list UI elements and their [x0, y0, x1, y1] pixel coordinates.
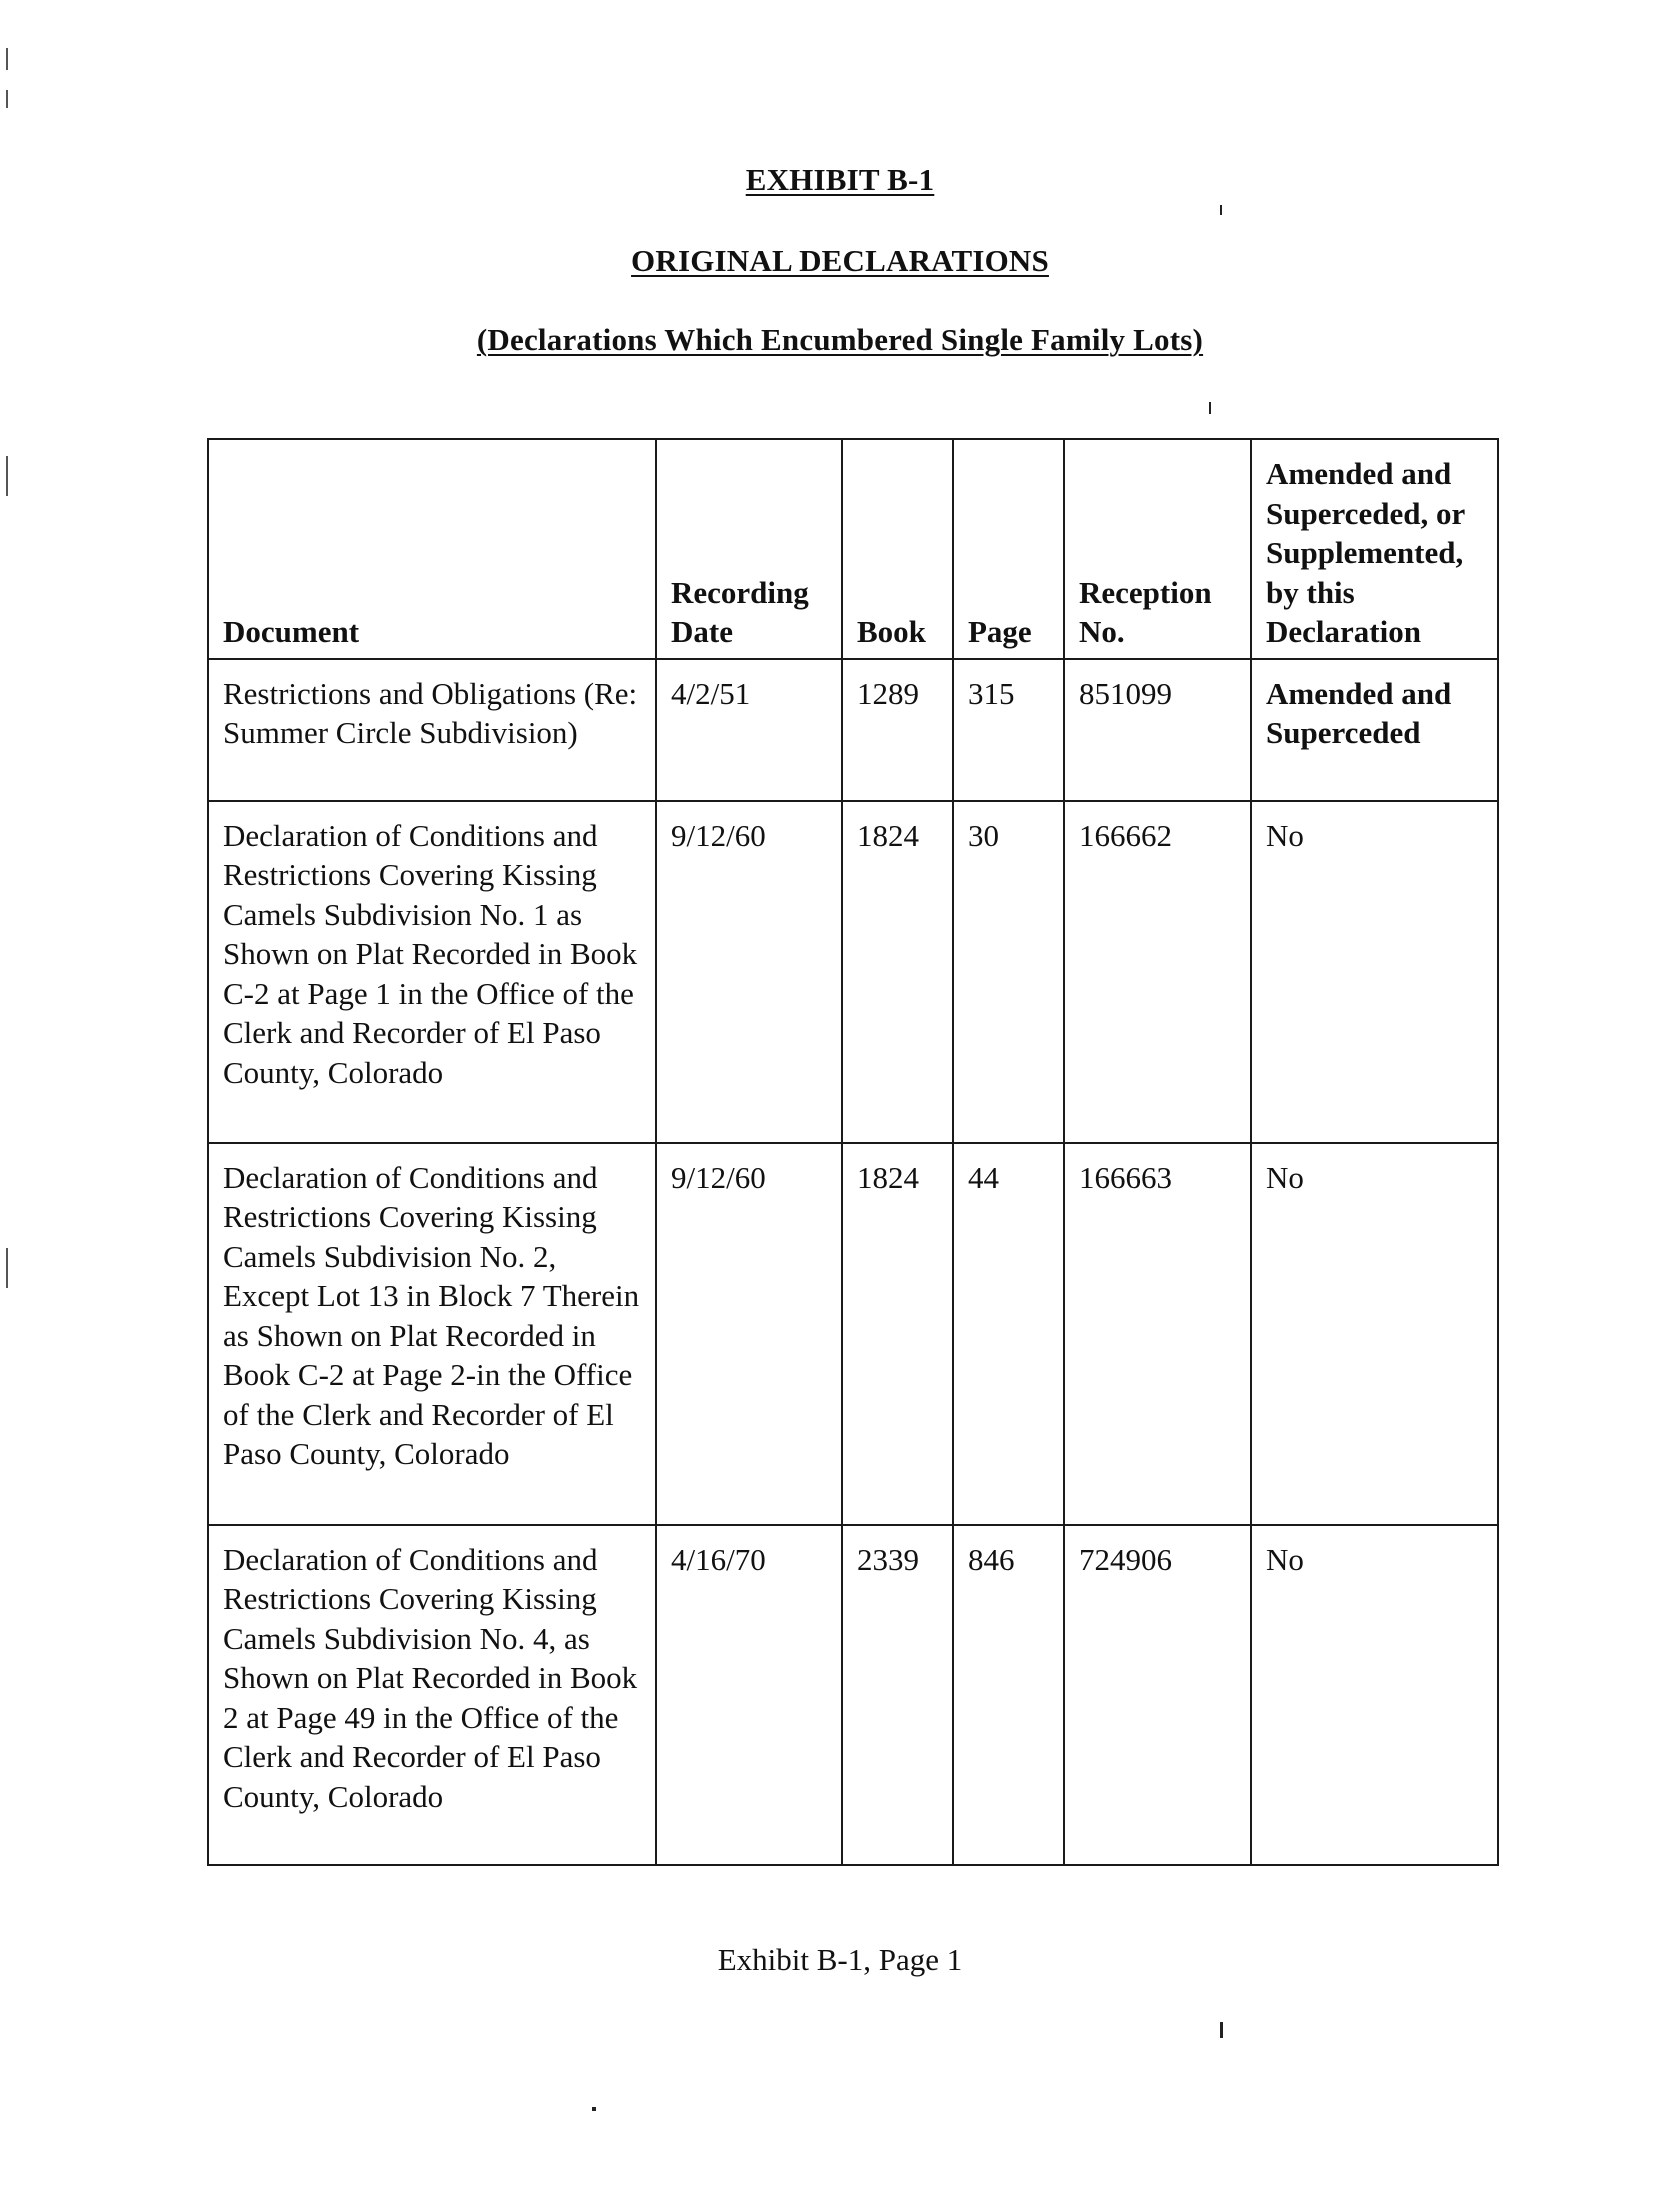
- header-document: Document: [208, 439, 656, 659]
- scan-mark: [592, 2107, 596, 2111]
- cell-amended: No: [1251, 1143, 1498, 1525]
- exhibit-title: EXHIBIT B-1: [745, 162, 935, 197]
- table-row: [208, 801, 1498, 1143]
- scan-mark: [6, 456, 8, 496]
- scan-mark: [6, 48, 8, 70]
- cell-amended: No: [1251, 1525, 1498, 1865]
- declarations-table: [207, 438, 1499, 1866]
- cell-book: 1824: [842, 801, 953, 1143]
- section-title: ORIGINAL DECLARATIONS: [631, 243, 1049, 278]
- cell-amended: Amended and Superceded: [1251, 659, 1498, 801]
- scan-mark: [1220, 205, 1222, 215]
- header-book: Book: [842, 439, 953, 659]
- cell-recording-date: 9/12/60: [656, 801, 842, 1143]
- cell-recording-date: 4/16/70: [656, 1525, 842, 1865]
- cell-reception-no: 724906: [1064, 1525, 1251, 1865]
- cell-document: Declaration of Conditions and Restrictions Covering Kissing Camels Subdivision No. 1 as Shown on Plat Recorded in Book C-2 at Page 1 in the Office of the Clerk and Recorder of El Paso County, Colorado: [208, 801, 656, 1143]
- cell-document: Declaration of Conditions and Restrictions Covering Kissing Camels Subdivision No. 2, Except Lot 13 in Block 7 Therein as Shown on Plat Recorded in Book C-2 at Page 2-in the Office of the Clerk and Recorder of El Paso County, Colorado: [208, 1143, 656, 1525]
- cell-page: 44: [953, 1143, 1064, 1525]
- cell-page: 846: [953, 1525, 1064, 1865]
- cell-book: 2339: [842, 1525, 953, 1865]
- cell-recording-date: 4/2/51: [656, 659, 842, 801]
- cell-book: 1824: [842, 1143, 953, 1525]
- table-header-row: [208, 439, 1498, 659]
- scan-mark: [1209, 402, 1211, 414]
- cell-book: 1289: [842, 659, 953, 801]
- subtitle: (Declarations Which Encumbered Single Family Lots): [476, 322, 1204, 357]
- cell-recording-date: 9/12/60: [656, 1143, 842, 1525]
- header-amended: Amended and Superceded, or Supplemented, by this Declaration: [1251, 439, 1498, 659]
- cell-reception-no: 166662: [1064, 801, 1251, 1143]
- header-reception-no: Reception No.: [1064, 439, 1251, 659]
- scan-mark: [6, 90, 8, 108]
- header-recording-date: Recording Date: [656, 439, 842, 659]
- table-row: [208, 1143, 1498, 1525]
- cell-document: Restrictions and Obligations (Re: Summer Circle Subdivision): [208, 659, 656, 801]
- scan-mark: [1220, 2022, 1223, 2038]
- table-row: [208, 659, 1498, 801]
- cell-page: 30: [953, 801, 1064, 1143]
- cell-amended: No: [1251, 801, 1498, 1143]
- cell-page: 315: [953, 659, 1064, 801]
- page-footer: Exhibit B-1, Page 1: [717, 1942, 963, 1977]
- table-row: [208, 1525, 1498, 1865]
- scan-mark: [6, 1248, 8, 1288]
- cell-reception-no: 851099: [1064, 659, 1251, 801]
- cell-document: Declaration of Conditions and Restrictions Covering Kissing Camels Subdivision No. 4, as Shown on Plat Recorded in Book 2 at Page 49 in the Office of the Clerk and Recorder of El Paso County, Colorado: [208, 1525, 656, 1865]
- cell-reception-no: 166663: [1064, 1143, 1251, 1525]
- header-page: Page: [953, 439, 1064, 659]
